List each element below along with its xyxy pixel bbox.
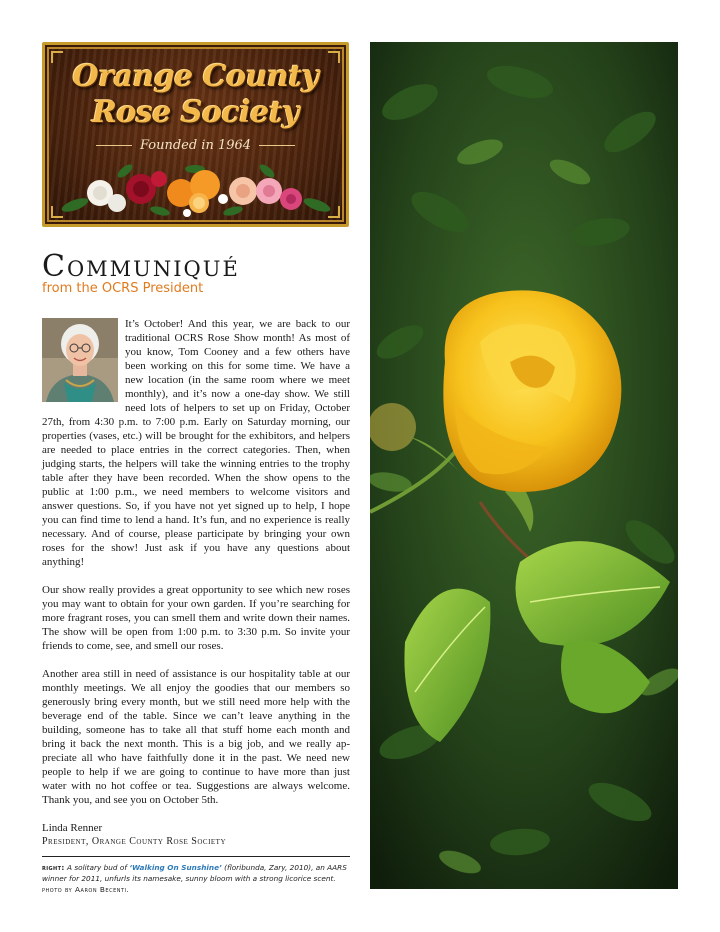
article-paragraph-2: Our show really provides a great opportunity to see which new roses you may want to obtain for your own garden. If you’re searching for more fragrant roses, you can smell them and write down their names. The show will be open from 1:00 p.m. to 3:30 p.m. So invite your friends to come, see, and smell our roses. bbox=[42, 584, 350, 652]
article-paragraph-3: Another area still in need of assistance is our hospitality table at our monthly meetings. We all enjoy the goodies that our members so generously bring every month, but we still need more help with the beverage end of the table. Since we can’t leave anything in the building, someone has to take all that stuff home each month and bring it back the next month. This is a big job, and we really appreciate all who have faithfully done it in the past. We need new people to help if we are going to continue to have more than just water with no hot coffee or tea. Suggestions are always welcome. Thank you, and see you on October 5th. bbox=[42, 668, 350, 806]
article-paragraph-1: It’s October! And this year, we are back to our traditional OCRS Rose Show month! As most of you know, Tom Cooney and a few others have been working on this for some time. We have a new location (in the same room where we meet monthly), and it’s now a one-day show. We still need lots of helpers to set up on Friday, October 27th, from 4:30 p.m. to 7:00 p.m. Early on Saturday morning, our properties (vases, etc.) will be brought for the exhibitors, and helpers are needed to place entries in the correct categories. Then, when judging starts, the helpers will take the winning entries to the trophy table after they have been recorded. When the show opens to the public at 1:00 p.m., we need members to welcome visitors and answer questions. So, if you have not yet signed up to help, I hope you can find time to lend a hand. It’s fun, and no experience is really necessary. And of course, please participate by bringing your own roses for the show! Just ask if you have any questions about anything! bbox=[42, 318, 350, 568]
caption-position-label: right: bbox=[42, 863, 65, 872]
logo-flower-garland bbox=[55, 153, 336, 223]
page-subtitle: from the OCRS President bbox=[42, 281, 204, 296]
page-title: Communiqué bbox=[42, 249, 240, 284]
logo-title-line-1: Orange County bbox=[72, 59, 319, 94]
photo-caption bbox=[42, 862, 354, 895]
article-body bbox=[42, 317, 350, 849]
logo-title-line-2: Rose Society bbox=[91, 95, 300, 130]
signature-title: President, Orange County Rose Society bbox=[42, 836, 227, 847]
caption-text-after: (floribunda, Zary, 2010), an AARS winner for 2011, unfurls its namesake, sunny bloom with a strong licorice scent. bbox=[42, 863, 347, 883]
caption-divider bbox=[42, 856, 350, 857]
portrait-text-wrap bbox=[42, 317, 125, 403]
caption-cultivar-name: ‘Walking On Sunshine’ bbox=[129, 863, 222, 872]
signature-name: Linda Renner bbox=[42, 822, 103, 834]
yellow-rose-photo bbox=[370, 42, 678, 889]
caption-text-before: A solitary bud of bbox=[64, 863, 130, 872]
society-logo bbox=[42, 42, 349, 227]
logo-founded-text: Founded in 1964 bbox=[45, 138, 346, 153]
photo-credit: photo by Aaron Becenti. bbox=[42, 885, 130, 894]
